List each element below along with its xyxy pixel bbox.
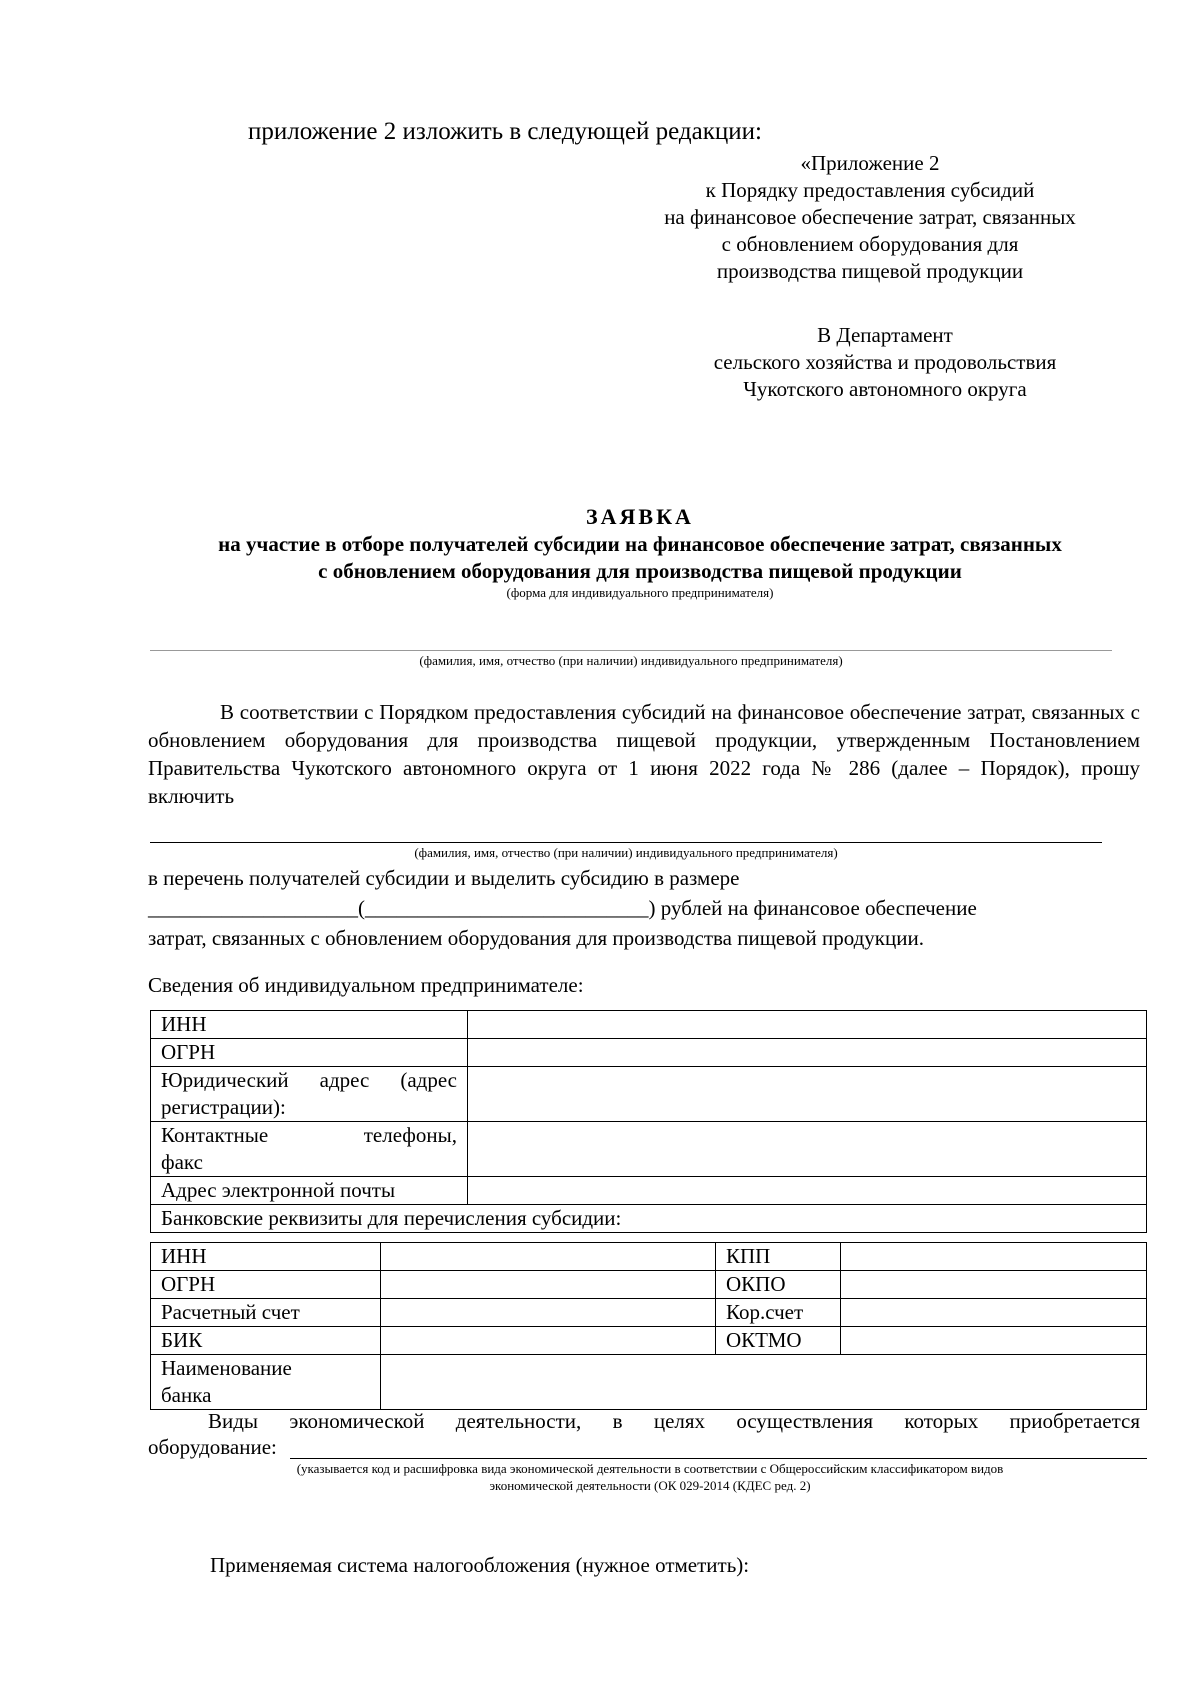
okved-text	[148, 1408, 1140, 1435]
table-row	[151, 1177, 1147, 1205]
value-bank-ogrn[interactable]	[381, 1271, 716, 1299]
label-bank-name-line: Наименование	[161, 1356, 292, 1380]
table-row	[151, 1243, 1147, 1271]
value-ogrn[interactable]	[468, 1039, 1147, 1067]
label-legal-address-line: регистрации):	[161, 1095, 286, 1119]
purpose-line: затрат, связанных с обновлением оборудования для производства пищевой продукции.	[148, 926, 924, 950]
label-bank-name	[151, 1355, 381, 1410]
label-oktmo: ОКТМО	[716, 1327, 841, 1355]
department-addressee	[660, 322, 1110, 403]
request-paragraph: В соответствии с Порядком предоставления субсидий на финансовое обеспечение затрат, связанных с обновлением оборудования для производства пищевой продукции, утвержденным Постановлением Правительства Чукотского автономного округа от 1 июня 2022 года № 286 (далее – Порядок), прошу включить	[148, 700, 1140, 808]
label-ogrn: ОГРН	[151, 1039, 468, 1067]
value-bank-name[interactable]	[381, 1355, 1147, 1410]
tax-system-heading: Применяемая система налогообложения (нужное отметить):	[210, 1553, 750, 1577]
label-email: Адрес электронной почты	[151, 1177, 468, 1205]
value-bank-inn[interactable]	[381, 1243, 716, 1271]
table-row	[151, 1011, 1147, 1039]
include-line: в перечень получателей субсидии и выделить субсидию в размере	[148, 866, 740, 890]
bank-details-heading: Банковские реквизиты для перечисления субсидии:	[151, 1205, 1147, 1233]
fio-caption-1: (фамилия, имя, отчество (при наличии) индивидуального предпринимателя)	[419, 653, 843, 668]
table-row	[151, 1355, 1147, 1410]
fio-underline-2[interactable]	[150, 842, 1102, 843]
table-row	[151, 1039, 1147, 1067]
value-kpp[interactable]	[841, 1243, 1147, 1271]
table-row	[151, 1205, 1147, 1233]
table-row	[151, 1122, 1147, 1177]
fio-underline-1[interactable]	[150, 650, 1112, 651]
value-oktmo[interactable]	[841, 1327, 1147, 1355]
value-account[interactable]	[381, 1299, 716, 1327]
table-row	[151, 1327, 1147, 1355]
form-note: (форма для индивидуального предпринимателя)	[506, 585, 774, 600]
label-bik: БИК	[151, 1327, 381, 1355]
ip-info-table	[150, 1010, 1147, 1233]
appendix-line: на финансовое обеспечение затрат, связанных	[664, 205, 1076, 229]
okved-line: Виды экономической деятельности, в целях осуществления которых приобретается	[208, 1409, 1140, 1433]
label-phones-line: факс	[161, 1150, 203, 1174]
value-bik[interactable]	[381, 1327, 716, 1355]
amount-words-field[interactable]: ___________________________	[365, 896, 649, 920]
table-row	[151, 1299, 1147, 1327]
department-line: В Департамент	[817, 323, 953, 347]
fio-caption-2: (фамилия, имя, отчество (при наличии) индивидуального предпринимателя)	[414, 845, 838, 860]
info-heading: Сведения об индивидуальном предпринимателе:	[148, 973, 584, 997]
appendix-line: к Порядку предоставления субсидий	[705, 178, 1035, 202]
value-inn[interactable]	[468, 1011, 1147, 1039]
label-bank-ogrn: ОГРН	[151, 1271, 381, 1299]
appendix-line: производства пищевой продукции	[716, 259, 1024, 283]
appendix-line: с обновлением оборудования для	[721, 232, 1019, 256]
label-legal-address	[151, 1067, 468, 1122]
intro-text: приложение 2 изложить в следующей редакции:	[248, 118, 762, 145]
appendix-line: «Приложение 2	[800, 151, 940, 175]
amount-suffix: ) рублей на финансовое обеспечение	[648, 896, 977, 920]
table-row	[151, 1271, 1147, 1299]
title-line-1: на участие в отборе получателей субсидии на финансовое обеспечение затрат, связанных	[218, 532, 1062, 556]
title-line-2: с обновлением оборудования для производства пищевой продукции	[318, 559, 962, 583]
value-okpo[interactable]	[841, 1271, 1147, 1299]
value-legal-address[interactable]	[468, 1067, 1147, 1122]
okved-note-line: (указывается код и расшифровка вида экономической деятельности в соответствии с Общероссийским классификатором видов	[296, 1461, 1004, 1476]
table-row	[151, 1067, 1147, 1122]
okved-note	[200, 1460, 1100, 1494]
label-phones	[151, 1122, 468, 1177]
okved-note-line: экономической деятельности (ОК 029-2014 (КДЕС ред. 2)	[489, 1478, 811, 1493]
label-bank-name-line: банка	[161, 1383, 212, 1407]
open-paren: (	[358, 896, 365, 920]
amount-figures-field[interactable]: ____________________	[148, 896, 358, 920]
appendix-header	[600, 150, 1140, 285]
bank-details-table	[150, 1242, 1147, 1410]
value-phones[interactable]	[468, 1122, 1147, 1177]
label-legal-address-line: Юридический адрес (адрес	[161, 1068, 457, 1092]
value-corr-account[interactable]	[841, 1299, 1147, 1327]
label-phones-line: Контактные телефоны,	[161, 1123, 457, 1147]
label-bank-inn: ИНН	[151, 1243, 381, 1271]
amount-line	[148, 896, 977, 921]
department-line: Чукотского автономного округа	[743, 377, 1027, 401]
department-line: сельского хозяйства и продовольствия	[713, 350, 1057, 374]
okved-label: оборудование:	[148, 1435, 277, 1459]
label-okpo: ОКПО	[716, 1271, 841, 1299]
okved-underline[interactable]	[290, 1458, 1147, 1459]
label-inn: ИНН	[151, 1011, 468, 1039]
value-email[interactable]	[468, 1177, 1147, 1205]
label-corr-account: Кор.счет	[716, 1299, 841, 1327]
label-kpp: КПП	[716, 1243, 841, 1271]
document-title: ЗАЯВКА	[586, 504, 694, 529]
label-account: Расчетный счет	[151, 1299, 381, 1327]
